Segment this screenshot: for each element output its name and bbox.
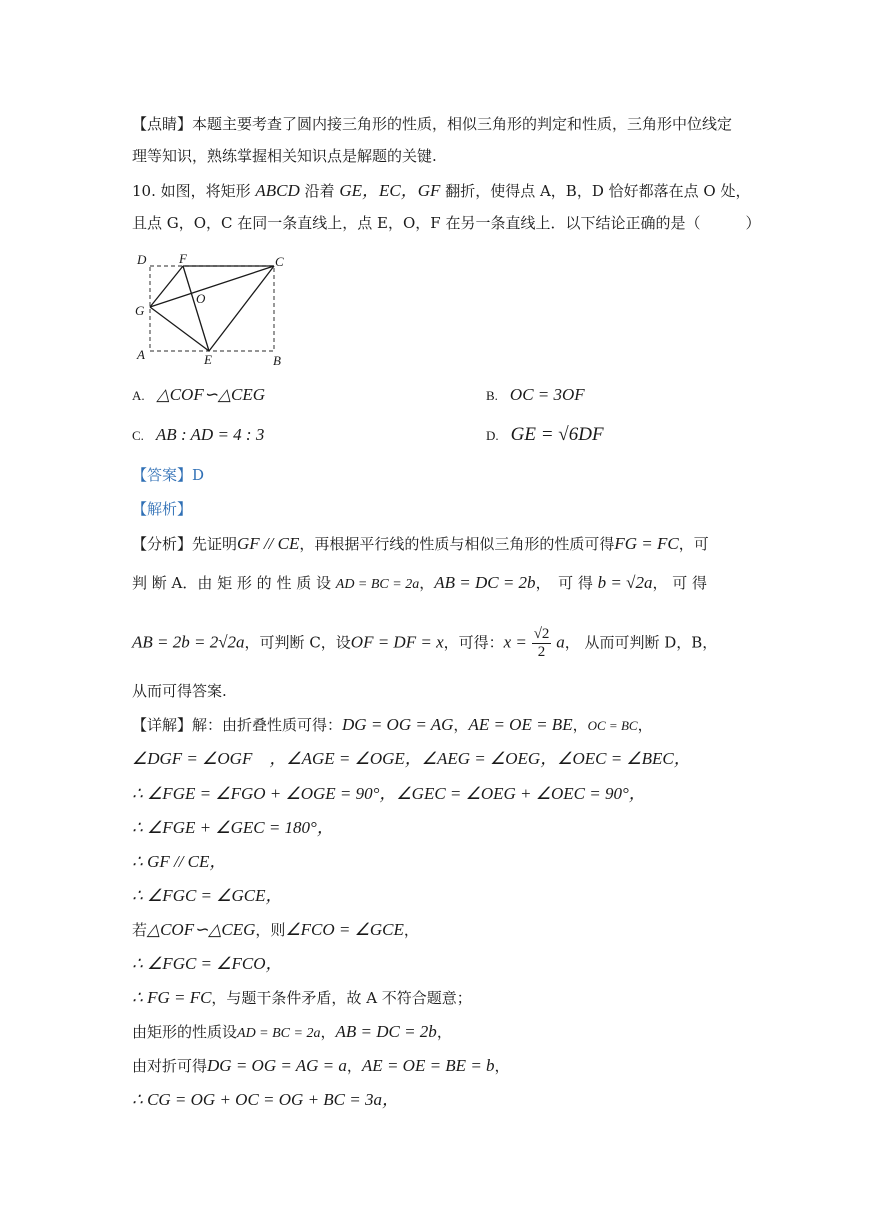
segment-ge <box>150 307 209 351</box>
detail-line: ∴ ∠FGE + ∠GEC = 180°， <box>132 818 334 837</box>
option-b: B. OC = 3OF <box>486 385 585 404</box>
segment-ec <box>209 266 274 351</box>
label-b: B <box>273 353 281 368</box>
analysis-line: 判 断 A．由 矩 形 的 性 质 设 AD = BC = 2a，AB = DC = 2b， 可 得 b = √2a， 可 得 <box>132 573 707 592</box>
option-a: A. △COF∽△CEG <box>132 385 266 404</box>
segment-fe <box>183 266 209 351</box>
question-line: 且点 G，O，C 在同一条直线上，点 E，O，F 在另一条直线上．以下结论正确的是（ ） <box>132 214 761 232</box>
detail-line: ∴ ∠FGC = ∠GCE， <box>132 886 283 905</box>
question-line: 10. 如图，将矩形 ABCD 沿着 GE，EC，GF 翻折，使得点 A，B，D 恰好都落在点 O 处， <box>132 181 751 200</box>
label-c: C <box>275 254 284 269</box>
detail-line: 若△COF∽△CEG，则∠FCO = ∠GCE， <box>132 920 419 939</box>
text-line: 【点睛】本题主要考查了圆内接三角形的性质，相似三角形的判定和性质，三角形中位线定 <box>132 115 733 133</box>
option-c: C. AB : AD = 4 : 3 <box>132 425 265 444</box>
text-line: 理等知识，熟练掌握相关知识点是解题的关键. <box>132 147 437 165</box>
option-d: D. GE = √6DF <box>486 424 604 445</box>
detail-line: 由矩形的性质设AD = BC = 2a，AB = DC = 2b， <box>132 1022 452 1041</box>
label-o: O <box>196 291 206 306</box>
detail-line: 【详解】解：由折叠性质可得：DG = OG = AG，AE = OE = BE，OC = BC， <box>132 715 653 734</box>
geometry-figure <box>130 248 290 373</box>
detail-line: ∴ FG = FC，与题干条件矛盾，故 A 不符合题意； <box>132 988 472 1007</box>
analysis-line: 【分析】先证明GF // CE，再根据平行线的性质与相似三角形的性质可得FG = FC，可 <box>132 534 709 553</box>
label-g: G <box>135 303 145 318</box>
detail-line: ∴ GF // CE， <box>132 852 227 871</box>
analysis-label: 【解析】 <box>132 500 193 518</box>
detail-line: ∴ ∠FGC = ∠FCO， <box>132 954 283 973</box>
label-d: D <box>137 252 147 267</box>
segment-gf <box>150 266 183 307</box>
detail-line: 由对折可得DG = OG = AG = a，AE = OE = BE = b， <box>132 1056 510 1075</box>
detail-line: ∠DGF = ∠OGF ，∠AGE = ∠OGE，∠AEG = ∠OEG，∠OEC = ∠BEC， <box>132 749 691 768</box>
label-f: F <box>179 251 187 266</box>
rectangle-abcd <box>150 266 274 351</box>
fraction: $\frac{√2}{2}$ <box>533 626 550 660</box>
label-e: E <box>204 352 212 367</box>
answer-label: 【答案】D <box>132 466 205 484</box>
detail-line: ∴ ∠FGE = ∠FGO + ∠OGE = 90°，∠GEC = ∠OEG + ∠OEC = 90°， <box>132 784 646 803</box>
label-a: A <box>137 347 145 362</box>
analysis-line: 从而可得答案. <box>132 682 227 700</box>
analysis-line: AB = 2b = 2√2a，可判断 C，设OF = DF = x，可得：x = $\frac{√2}{2}$ a， 从而可判断 D，B， <box>132 626 718 660</box>
segment-gc <box>150 266 274 307</box>
detail-line: ∴ CG = OG + OC = OG + BC = 3a， <box>132 1090 399 1109</box>
